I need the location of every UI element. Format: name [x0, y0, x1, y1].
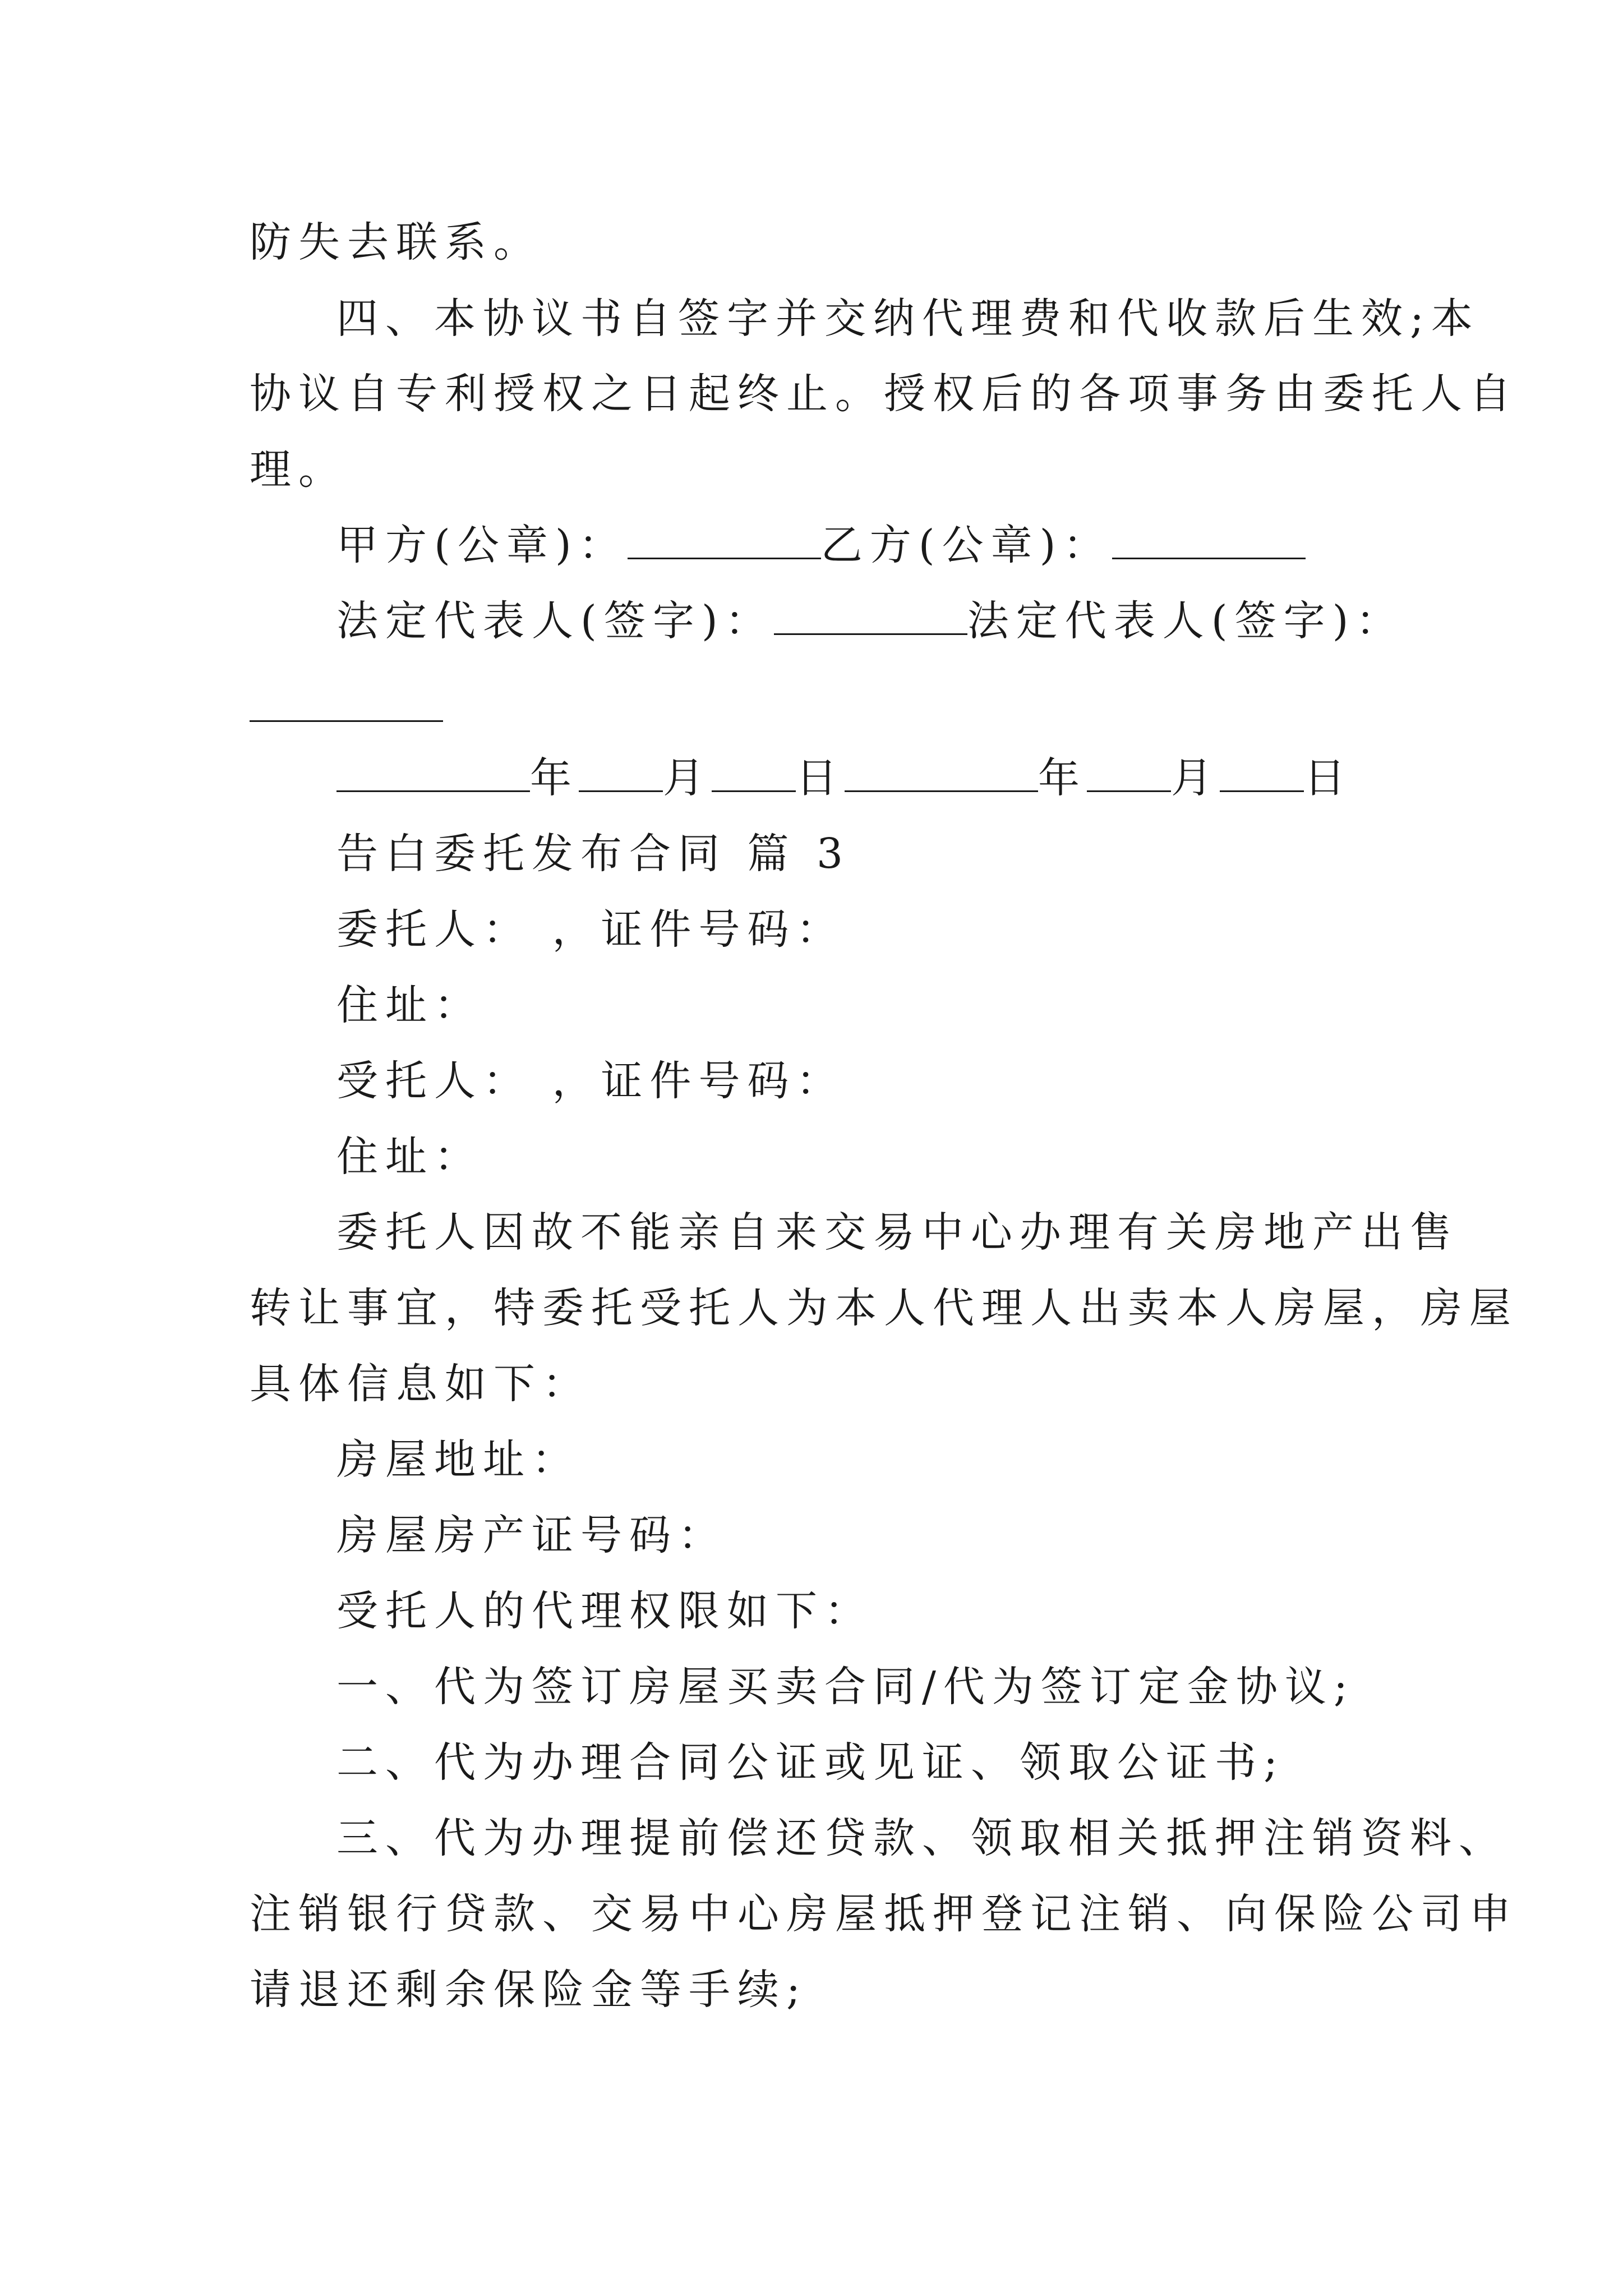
day-label: 日 — [796, 754, 845, 802]
month-label: 月 — [663, 754, 712, 802]
body-line: 具体信息如下： — [250, 1360, 591, 1408]
day-label: 日 — [1304, 754, 1353, 802]
party-a-label: 甲方(公章)： — [336, 521, 628, 569]
text-line: 四、本协议书自签字并交纳代理费和代收款后生效;本 — [336, 295, 1480, 343]
legal-rep-a-label: 法定代表人(签字)： — [336, 597, 774, 645]
month-label: 月 — [1171, 754, 1220, 802]
legal-rep-a-blank — [774, 596, 967, 635]
text-line: 协议自专利授权之日起终止。授权后的各项事务由委托人自 — [250, 370, 1518, 418]
month-blank — [1087, 753, 1171, 792]
date-line — [336, 750, 1353, 806]
authority-intro: 受托人的代理权限如下： — [336, 1587, 873, 1635]
year-label: 年 — [530, 754, 579, 802]
day-blank — [712, 753, 796, 792]
house-cert: 房屋房产证号码： — [336, 1511, 727, 1559]
legal-rep-b-label: 法定代表人(签字)： — [967, 597, 1405, 645]
day-blank — [1220, 753, 1304, 792]
house-address: 房屋地址： — [336, 1435, 580, 1484]
party-b-label: 乙方(公章)： — [820, 521, 1112, 569]
body-line: 委托人因故不能亲自来交易中心办理有关房地产出售 — [336, 1208, 1459, 1257]
month-blank — [579, 753, 663, 792]
agent-address: 住址： — [336, 1133, 483, 1181]
body-line: 转让事宜，特委托受托人为本人代理人出卖本人房屋，房屋 — [250, 1284, 1518, 1332]
party-a-blank — [628, 521, 821, 559]
text-line: 防失去联系。 — [250, 218, 542, 266]
client-address: 住址： — [336, 981, 483, 1029]
legal-rep-line — [336, 593, 1405, 649]
legal-rep-b-blank — [250, 720, 443, 722]
authority-item: 请退还剩余保险金等手续; — [250, 1966, 808, 2014]
authority-item: 三、代为办理提前偿还贷款、领取相关抵押注销资料、 — [336, 1814, 1507, 1862]
year-blank — [336, 753, 530, 792]
text-line: 理。 — [250, 445, 347, 494]
authority-item: 二、代为办理合同公证或见证、领取公证书; — [336, 1738, 1285, 1787]
party-seal-line — [336, 517, 1306, 573]
section-title: 告白委托发布合同 篇 3 — [336, 830, 851, 878]
client-line: 委托人： ，证件号码： — [336, 905, 845, 954]
authority-item: 注销银行贷款、交易中心房屋抵押登记注销、向保险公司申 — [250, 1890, 1518, 1938]
year-blank — [845, 753, 1038, 792]
party-b-blank — [1112, 521, 1306, 559]
agent-line: 受托人： ，证件号码： — [336, 1057, 845, 1105]
authority-item: 一、代为签订房屋买卖合同/代为签订定金协议; — [336, 1663, 1355, 1711]
year-label: 年 — [1038, 754, 1087, 802]
